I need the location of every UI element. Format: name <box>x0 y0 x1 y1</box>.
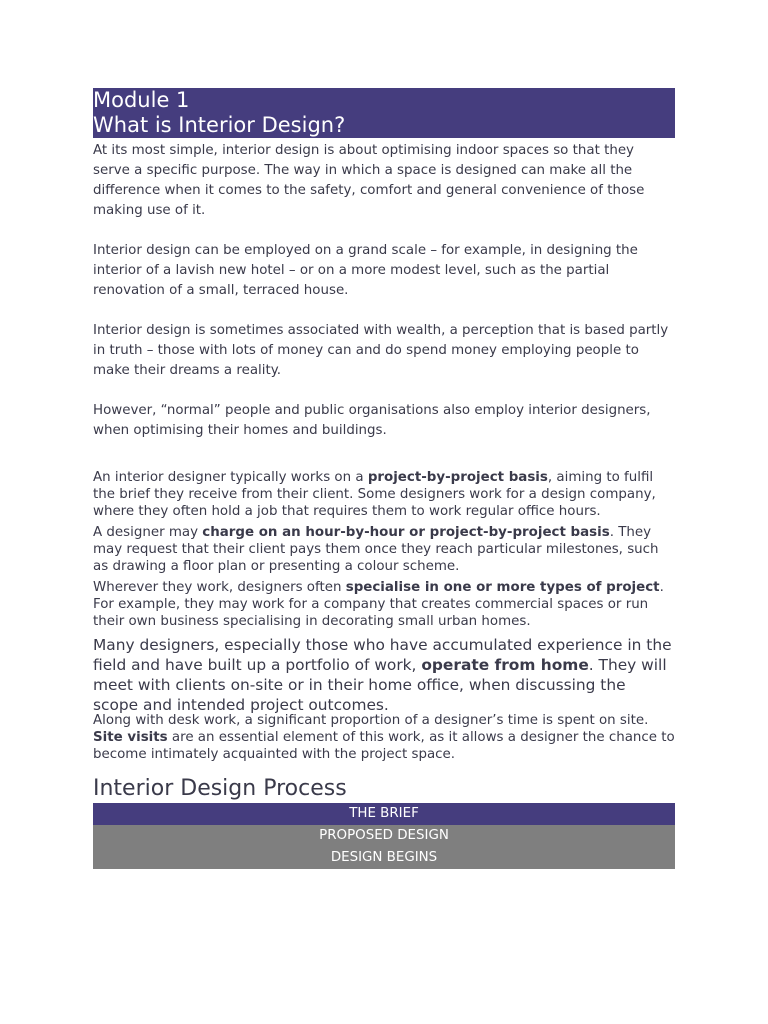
paragraph-specialise <box>93 579 675 630</box>
paragraph-project-basis <box>93 469 675 520</box>
bold-text: specialise in one or more types of project <box>345 580 660 595</box>
process-step-brief: THE BRIEF <box>93 803 675 825</box>
text-span: . They will meet with clients on-site or in their home office, when discussing the scope and intended project outcomes. <box>93 656 667 714</box>
text-span: are an essential element of this work, as it allows a designer the chance to become intimately acquainted with the project space. <box>93 730 675 762</box>
module-number: Module 1 <box>93 88 190 112</box>
process-table <box>93 803 675 869</box>
bold-text: charge on an hour-by-hour or project-by-project basis <box>202 525 610 540</box>
paragraph-intro: At its most simple, interior design is about optimising indoor spaces so that they serve a specific purpose. The way in which a space is designed can make all the difference when it comes to the safety, comfort and general convenience of those making use of it. <box>93 143 645 218</box>
bold-text: project-by-project basis <box>367 470 548 485</box>
text-span: An interior designer typically works on a <box>93 470 368 485</box>
document-page <box>93 88 675 869</box>
bold-text: Site visits <box>93 730 168 745</box>
paragraph-operate-from-home <box>93 635 675 715</box>
paragraph-wealth: Interior design is sometimes associated with wealth, a perception that is based partly in truth – those with lots of money can and do spend money employing people to make their dreams a reality. <box>93 323 669 378</box>
process-step-proposed-design: PROPOSED DESIGN <box>93 825 675 847</box>
module-header <box>93 88 675 138</box>
text-span: . They may request that their client pays them once they reach particular milestones, such as drawing a floor plan or presenting a colour scheme. <box>93 525 659 574</box>
process-step-design-begins: DESIGN BEGINS <box>93 847 675 869</box>
paragraph-charging <box>93 524 675 575</box>
process-heading: Interior Design Process <box>93 776 347 801</box>
paragraph-scale: Interior design can be employed on a grand scale – for example, in designing the interior of a lavish new hotel – or on a more modest level, such as the partial renovation of a small, terraced house. <box>93 243 638 298</box>
paragraph-site-visits <box>93 712 675 763</box>
text-span: . For example, they may work for a company that creates commercial spaces or run their own business specialising in decorating small urban homes. <box>93 580 664 629</box>
text-span: Along with desk work, a significant proportion of a designer’s time is spent on site. <box>93 713 649 728</box>
text-span: , aiming to fulfil the brief they receive from their client. Some designers work for a design company, where they often hold a job that requires them to work regular office hours. <box>93 470 656 519</box>
module-title: What is Interior Design? <box>93 113 346 137</box>
paragraph-normal-people: However, “normal” people and public organisations also employ interior designers, when optimising their homes and buildings. <box>93 403 651 438</box>
text-span: Many designers, especially those who have accumulated experience in the field and have built up a portfolio of work, <box>93 636 672 674</box>
bold-text: operate from home <box>421 656 589 674</box>
text-span: Wherever they work, designers often <box>93 580 346 595</box>
text-span: A designer may <box>93 525 203 540</box>
